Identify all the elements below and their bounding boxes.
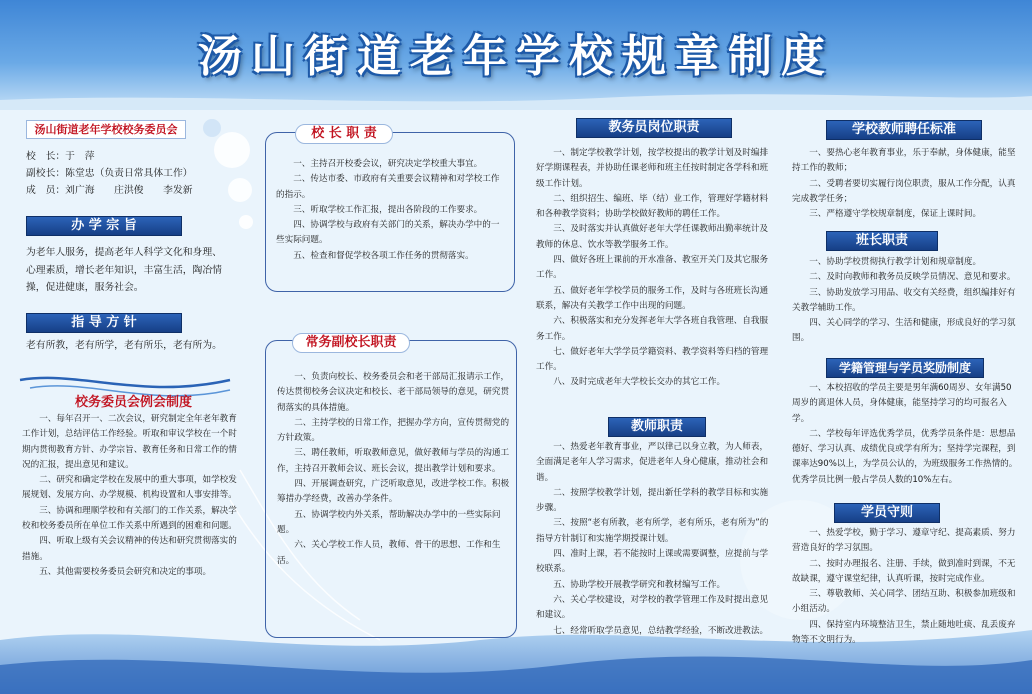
monitor-item: 四、关心同学的学习、生活和健康，形成良好的学习氛围。 — [792, 318, 1016, 344]
staff-item: 五、做好老年学校学员的服务工作，及时与各班班长沟通联系，解决有关教学工作中出现的问题。 — [536, 285, 769, 311]
meeting-heading: 校务委员会例会制度 — [75, 395, 193, 410]
rules-item: 三、尊敬教师、关心同学、团结互助、积极参加班级和小组活动。 — [792, 589, 1016, 615]
principal-text — [276, 157, 508, 264]
committee-members: 成 员：刘广海 庄洪俊 李发新 — [26, 185, 193, 196]
teacher-item: 四、准时上课，若不能按时上课或需要调整，应提前与学校联系。 — [536, 549, 769, 575]
teacher-heading: 教师职责 — [608, 417, 706, 437]
principal-item: 四、协调学校与政府有关部门的关系，解决办学中的一些实际问题。 — [276, 220, 500, 246]
status-item: 二、学校每年评选优秀学员，优秀学员条件是：思想品德好、学习认真、成绩优良或学有所为；坚持学完课程，到课率达90%以上，为学员公认的，为班级服务工作热情的。优秀学员比例一般占学员人数的10%左右。 — [792, 428, 1018, 485]
hiring-heading: 学校教师聘任标准 — [826, 120, 982, 140]
committee-vice-principal: 副校长：陈堂忠（负责日常具体工作） — [26, 168, 193, 179]
hiring-item: 三、严格遵守学校规章制度，保证上课时间。 — [809, 209, 982, 220]
meeting-item: 一、每年召开一、二次会议，研究制定全年老年教育工作计划，总结评估工作经验。听取和审议学校在一个时期内贯彻教育方针、办学宗旨、教育任务和日常工作的情况的汇报，提出意见和建议。 — [22, 414, 237, 470]
teacher-item: 六、关心学校建设，对学校的教学管理工作及时提出意见和建议。 — [536, 594, 769, 621]
guideline-heading: 指 导 方 针 — [26, 313, 182, 333]
staff-item: 二、组织招生、编班、毕（结）业工作，管理好学籍材料和各种教学资料；协助学校做好教师的聘任工作。 — [536, 193, 769, 220]
page-title: 汤山街道老年学校规章制度 — [198, 31, 834, 82]
staff-item: 七、做好老年大学学员学籍资料、教学资料等归档的管理工作。 — [536, 346, 769, 373]
vice-item: 二、主持学校的日常工作，把握办学方向，宣传贯彻党的方针政策。 — [277, 417, 510, 444]
teacher-item: 七、经常听取学员意见，总结教学经验，不断改进教法。 — [553, 625, 769, 636]
teacher-item: 三、按照“老有所教，老有所学，老有所乐，老有所为”的指导方针制订和实施学期授课计划。 — [536, 518, 769, 544]
teacher-text — [536, 440, 776, 639]
teacher-item: 一、热爱老年教育事业，严以律己以身立教，为人师表，全面满足老年人学习需求，促进老年人身心健康，推动社会和谐。 — [536, 442, 769, 483]
meeting-item: 四、听取上级有关会议精神的传达和研究贯彻落实的措施。 — [22, 536, 237, 562]
vice-text — [277, 370, 511, 569]
meeting-item: 五、其他需要校务委员会研究和决定的事项。 — [39, 566, 212, 577]
meeting-item: 二、研究和确定学校在发展中的重大事项，如学校发展规划、发展方向、办学规模、机构设置和人事安排等。 — [22, 475, 237, 501]
principal-item: 三、听取学校工作汇报，提出各阶段的工作要求。 — [293, 204, 483, 215]
status-heading: 学籍管理与学员奖励制度 — [826, 358, 984, 378]
staff-item: 一、制定学校教学计划，按学校提出的教学计划及时编排好学期课程表，并协助任课老师和班主任按时制定各学科和班级工作计划。 — [536, 148, 769, 189]
status-item: 一、本校招收的学员主要是男年满60周岁、女年满50周岁的离退休人员，身体健康，能坚持学习的均可报名入学。 — [792, 383, 1012, 424]
monitor-item: 一、协助学校贯彻执行教学计划和规章制度。 — [809, 257, 982, 267]
purpose-text: 为老年人服务，提高老年人科学文化和身理、心理素质，增长老年知识，丰富生活，陶冶情操，促进健康，服务社会。 — [26, 247, 222, 293]
rules-heading: 学员守则 — [834, 503, 940, 523]
monitor-text — [792, 255, 1020, 347]
principal-item: 一、主持召开校委会议，研究决定学校重大事宜。 — [293, 159, 483, 169]
staff-item: 三、及时落实并认真做好老年大学任课教师出勤率统计及教师的休息、饮水等教学服务工作。 — [536, 224, 769, 250]
vice-heading: 常务副校长职责 — [292, 333, 410, 353]
rules-text — [792, 526, 1020, 648]
rules-item: 二、按时办理报名、注册、手续，做到准时到课，不无故缺课，遵守课堂纪律，认真听课，按时完成作业。 — [792, 558, 1016, 584]
principal-heading: 校 长 职 责 — [295, 124, 393, 144]
monitor-item: 二、及时向教师和教务员反映学员情况、意见和要求。 — [809, 272, 1016, 283]
hiring-item: 一、要热心老年教育事业，乐于奉献，身体健康，能坚持工作的教师； — [792, 148, 1016, 174]
guideline-text: 老有所教，老有所学，老有所乐，老有所为。 — [26, 340, 222, 351]
meeting-item: 三、协调和理顺学校和有关部门的工作关系，解决学校和校务委员所在单位工作关系中所遇到的困难和问题。 — [22, 505, 237, 532]
vice-item: 四、开展调查研究，广泛听取意见，改进学校工作。积极筹措办学经费，改善办学条件。 — [277, 479, 510, 505]
vice-item: 三、聘任教师，听取教师意见，做好教师与学员的沟通工作，主持召开教师会议、班长会议，提出教学计划和要求。 — [277, 448, 510, 474]
vice-item: 六、关心学校工作人员，教师、骨干的思想、工作和生活。 — [277, 540, 501, 566]
purpose-heading: 办 学 宗 旨 — [26, 216, 182, 236]
staff-text — [536, 146, 776, 391]
teacher-item: 五、协助学校开展教学研究和教材编写工作。 — [553, 579, 726, 590]
committee-list — [26, 148, 226, 199]
staff-item: 四、做好各班上课前的开水准备、教室开关门及其它服务工作。 — [536, 255, 769, 281]
committee-principal: 校 长：于 萍 — [26, 151, 95, 162]
principal-item: 二、传达市委、市政府有关重要会议精神和对学校工作的指示。 — [276, 174, 500, 200]
staff-item: 六、积极落实和充分发挥老年大学各班自我管理、自我服务工作。 — [536, 316, 769, 342]
vice-item: 一、负责向校长、校务委员会和老干部局汇报请示工作，传达贯彻校务会议决定和校长、老干部局领导的意见，研究贯彻落实的具体措施。 — [277, 372, 510, 413]
staff-heading: 教务员岗位职责 — [576, 118, 732, 138]
hiring-text — [792, 146, 1020, 222]
header-banner — [0, 0, 1032, 102]
vice-item: 五、协调学校内外关系，帮助解决办学中的一些实际问题。 — [277, 509, 501, 535]
meeting-text — [22, 412, 242, 580]
monitor-item: 三、协助发放学习用品、收交有关经费，组织编排好有关教学辅助工作。 — [792, 287, 1016, 313]
rules-item: 四、保持室内环境整洁卫生，禁止随地吐痰、乱丢废弃物等不文明行为。 — [792, 619, 1016, 646]
staff-item: 八、及时完成老年大学校长交办的其它工作。 — [553, 377, 726, 388]
teacher-item: 二、按照学校教学计划，提出新任学科的教学目标和实施步骤。 — [536, 487, 769, 514]
status-text — [792, 381, 1020, 488]
principal-item: 五、检查和督促学校各项工作任务的贯彻落实。 — [293, 250, 474, 261]
committee-heading: 汤山街道老年学校校务委员会 — [26, 120, 186, 139]
hiring-item: 二、受聘者要切实履行岗位职责，服从工作分配，认真完成教学任务； — [792, 178, 1016, 204]
rules-item: 一、热爱学校，勤于学习、遵章守纪、提高素质、努力营造良好的学习氛围。 — [792, 528, 1016, 554]
monitor-heading: 班长职责 — [826, 231, 938, 251]
